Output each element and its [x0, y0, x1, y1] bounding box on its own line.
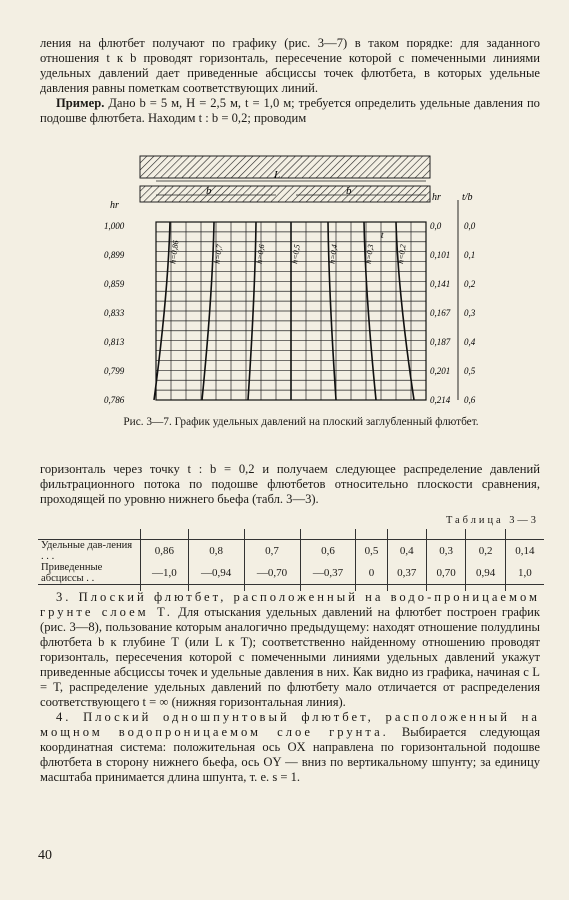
right-hr-label: 0,201	[430, 366, 451, 376]
table-cell: 0,3	[426, 540, 465, 563]
right-tb-label: 0,5	[464, 366, 476, 376]
right-tb-label: 0,6	[464, 395, 476, 405]
table-cell: 0,4	[387, 540, 426, 563]
table-cell: —0,94	[188, 562, 244, 585]
table-header-row	[38, 529, 544, 540]
right-tb-label: 0,4	[464, 337, 476, 347]
table-cell: 0,94	[466, 562, 505, 585]
right-col1-title: hr	[432, 192, 441, 203]
section-3-text: Для отыскания удельных давлений на флютбет построен график (рис. 3—8), пользование которым аналогично предыдущему: находят отношение полудлины флютбета b к глубине T (или L к T); соответственно найденному отношению проводят горизонталь, пересечения которой с помеченными линиями удельных давлений укажут приведенные абсциссы точек и удельные давления в них. Как видно из графика, начиная с L = T, распределение удельных давлений по флютбету мало отличается от распределения соответствующего t = ∞ (нижняя горизонтальная линия).	[40, 605, 540, 709]
left-value-label: 0,859	[104, 279, 125, 289]
section-3-head: 3. Плоский флютбет, расположенный на водо-проницаемом грунте слоем T.	[40, 590, 540, 619]
left-value-label: 1,000	[104, 221, 125, 231]
value-labels	[104, 221, 476, 405]
hatched-top-band	[140, 156, 430, 178]
table-title: Таблица 3—3	[445, 515, 539, 526]
curve-label: h=0,3	[363, 243, 376, 265]
right-hr-label: 0,167	[430, 308, 451, 318]
section-4-paragraph	[40, 710, 540, 785]
table-cell: 0,14	[505, 540, 544, 563]
left-axis-title: hr	[110, 200, 119, 211]
section-4-text: Выбирается следующая координатная система: положительная ось OX направлена по горизонтальной подошве флютбета в сторону нижнего бьефа, ось OY — вниз по вертикальному шпунту; за единицу масштаба принимается длина шпунта, т. е. s = 1.	[40, 725, 540, 784]
after-figure-paragraph: горизонталь через точку t : b = 0,2 и получаем следующее распределение давлений фильтрационного потока по подошве флютбетов относительно плоскости сравнения, проходящей по уровню нижнего бьефа (табл. 3—3).	[40, 462, 540, 506]
table-cell: —0,37	[300, 562, 356, 585]
table-row-abscissa	[38, 562, 544, 585]
intro-block	[40, 36, 540, 126]
right-hr-label: 0,214	[430, 395, 451, 405]
table-cell: 0	[356, 562, 387, 585]
example-lead: Пример.	[56, 96, 105, 110]
figure-caption: Рис. 3—7. График удельных давлений на плоский заглубленный флютбет.	[123, 416, 479, 428]
curve-label: h=0,7	[212, 243, 225, 265]
right-hr-label: 0,141	[430, 279, 451, 289]
left-value-label: 0,813	[104, 337, 125, 347]
table-cell: 1,0	[505, 562, 544, 585]
table-cell: 0,70	[426, 562, 465, 585]
left-value-label: 0,799	[104, 366, 125, 376]
table-row-pressure	[38, 540, 544, 563]
label-b-left: b	[206, 185, 212, 197]
row-label-pressure: Удельные дав-ления . . .	[41, 540, 133, 562]
table-cell: 0,86	[141, 540, 189, 563]
table-cell: 0,2	[466, 540, 505, 563]
right-tb-label: 0,2	[464, 279, 476, 289]
table-cell: —0,70	[244, 562, 300, 585]
example-text: Дано b = 5 м, H = 2,5 м, t = 1,0 м; требуется определить удельные давления по подошве флютбета. Находим t : b = 0,2; проводим	[40, 96, 540, 125]
table-cell: 0,7	[244, 540, 300, 563]
table-cell: 0,8	[188, 540, 244, 563]
right-hr-label: 0,101	[430, 250, 451, 260]
intro-paragraph: ления на флютбет получают по графику (рис. 3—7) в таком порядке: для заданного отношения t к b проводят горизонталь, пересечение которой с помеченными линиями удельных давлений дает приведенные абсциссы точек флютбета, в которых удельные давления равны пометкам соответствующих линий.	[40, 36, 540, 95]
left-value-label: 0,786	[104, 395, 125, 405]
right-tb-label: 0,0	[464, 221, 476, 231]
data-table-3-3	[38, 529, 544, 591]
right-tb-label: 0,1	[464, 250, 476, 260]
left-value-label: 0,833	[104, 308, 125, 318]
row-label-abscissa: Приведенные абсциссы . .	[41, 562, 103, 584]
curve-label: h=0,4	[327, 243, 340, 265]
sections-block	[40, 590, 540, 785]
label-L: L	[274, 169, 281, 181]
hatched-structure-band	[140, 186, 430, 202]
right-col2-title: t/b	[462, 192, 473, 203]
curve-label: h=0,2	[395, 243, 408, 265]
table-cell: —1,0	[141, 562, 189, 585]
curve-label: h=0,6	[254, 243, 267, 265]
right-hr-label: 0,0	[430, 221, 442, 231]
table-cell: 0,6	[300, 540, 356, 563]
example-paragraph	[40, 96, 540, 126]
curve-label: h=0,86	[168, 239, 181, 265]
section-3-paragraph	[40, 590, 540, 710]
label-t: t	[381, 230, 384, 240]
section-4-head: 4. Плоский одношпунтовый флютбет, расположенный на мощном водопроницаемом слое грунта.	[40, 710, 540, 739]
left-value-label: 0,899	[104, 250, 125, 260]
after-figure-block	[40, 462, 540, 507]
label-b-right: b	[346, 185, 352, 197]
table-cell: 0,37	[387, 562, 426, 585]
figure-3-7	[96, 150, 496, 480]
right-tb-label: 0,3	[464, 308, 476, 318]
curve-label: h=0,5	[290, 243, 302, 265]
figure-graph	[96, 150, 496, 412]
right-hr-label: 0,187	[430, 337, 451, 347]
page-number: 40	[38, 848, 52, 863]
table-cell: 0,5	[356, 540, 387, 563]
